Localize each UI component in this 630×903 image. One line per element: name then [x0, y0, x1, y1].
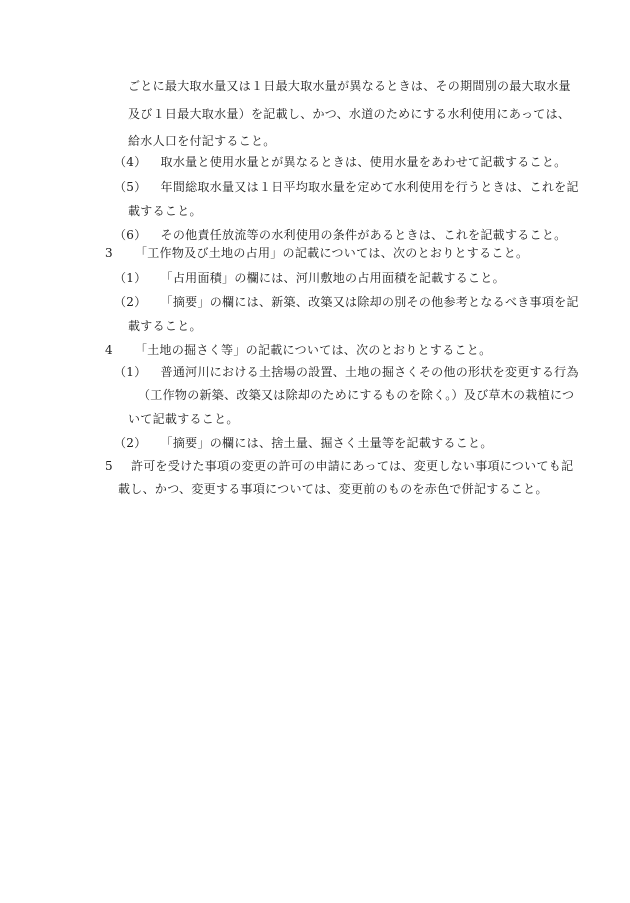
- item-4-2: [114, 435, 493, 451]
- line-text: 「摘要」の欄には、捨土量、掘さく土量等を記載すること。: [160, 436, 493, 450]
- section-number: 5: [105, 459, 113, 473]
- line-text: 及び１日最大取水量）を記載し、かつ、水道のためにする水利使用にあっては、: [128, 107, 571, 121]
- item-number: （6）: [114, 228, 147, 242]
- line-text: 「占用面積」の欄には、河川敷地の占用面積を記載すること。: [160, 271, 505, 285]
- line-text: ごとに最大取水量又は１日最大取水量が異なるときは、その期間別の最大取水量: [128, 79, 571, 93]
- line-text: その他責任放流等の水利使用の条件があるときは、これを記載すること。: [160, 228, 567, 242]
- section-number: 3: [105, 246, 113, 260]
- item-number: （1）: [114, 271, 147, 285]
- line-text: 取水量と使用水量とが異なるときは、使用水量をあわせて記載すること。: [160, 155, 567, 169]
- line-text: 載すること。: [128, 319, 202, 333]
- line-text: 「工作物及び土地の占用」の記載については、次のとおりとすること。: [134, 246, 529, 260]
- text-line-section5-cont: [118, 481, 548, 497]
- text-line-3: [128, 133, 276, 149]
- line-text: 年間総取水量又は１日平均取水量を定めて水利使用を行うときは、これを記: [160, 180, 579, 194]
- item-number: （1）: [114, 365, 147, 379]
- line-text: 「摘要」の欄には、新築、改築又は除却の別その他参考となるべき事項を記: [160, 295, 579, 309]
- section-3: [105, 245, 528, 261]
- item-number: （5）: [114, 180, 147, 194]
- item-6: [114, 227, 566, 243]
- section-4: [105, 342, 491, 358]
- item-5: [114, 179, 579, 195]
- line-text: 載すること。: [128, 204, 202, 218]
- item-4-1: [114, 364, 579, 380]
- item-number: （4）: [114, 155, 147, 169]
- item-3-1: [114, 270, 505, 286]
- line-text: （工作物の新築、改築又は除却のためにするものを除く。）及び草木の栽植につ: [138, 388, 575, 402]
- text-line-item4-1-cont-1: [138, 387, 574, 403]
- line-text: いて記載すること。: [128, 412, 239, 426]
- item-3-2: [114, 294, 579, 310]
- line-text: 許可を受けた事項の変更の許可の申請にあっては、変更しない事項についても記: [130, 459, 574, 473]
- line-text: 載し、かつ、変更する事項については、変更前のものを赤色で併記すること。: [118, 482, 548, 496]
- item-number: （2）: [114, 436, 147, 450]
- text-line-2: [128, 106, 570, 122]
- line-text: 給水人口を付記すること。: [128, 134, 276, 148]
- item-4: [114, 154, 566, 170]
- section-5: [105, 458, 573, 474]
- line-text: 普通河川における土捨場の設置、土地の掘さくその他の形状を変更する行為: [160, 365, 579, 379]
- line-text: 「土地の掘さく等」の記載については、次のとおりとすること。: [134, 343, 492, 357]
- item-number: （2）: [114, 295, 147, 309]
- text-line-1: [128, 78, 571, 94]
- text-line-item4-1-cont-2: [128, 411, 239, 427]
- text-line-item3-2-cont: [128, 318, 202, 334]
- section-number: 4: [105, 343, 113, 357]
- text-line-item5-cont: [128, 203, 202, 219]
